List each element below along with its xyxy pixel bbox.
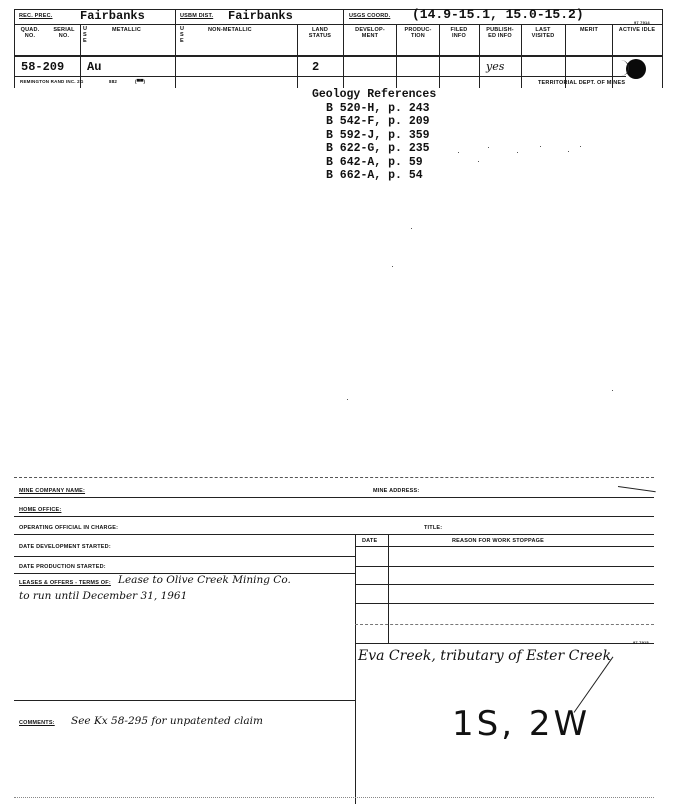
township-slash (574, 657, 614, 713)
usbm-dist-label: USBM DIST. (180, 13, 214, 19)
leases-line-2: to run until December 31, 1961 (19, 590, 188, 602)
col-quad-no: QUAD. NO. (20, 27, 40, 39)
scan-speck (488, 147, 489, 148)
column-header-border (14, 55, 662, 57)
scan-speck (517, 152, 518, 153)
date-row-2 (355, 584, 654, 585)
col-e-metallic: E (83, 38, 87, 44)
scan-speck (347, 399, 348, 400)
location-note: Eva Creek, tributary of Ester Creek (358, 648, 612, 664)
title-label: TITLE: (424, 525, 443, 531)
geology-ref: B 542-F, p. 209 (326, 115, 430, 128)
metallic-value: Au (87, 60, 102, 74)
col-last-visited: LAST VISITED (531, 27, 555, 39)
usgs-coord-value: (14.9-15.1, 15.0-15.2) (412, 7, 584, 22)
col-merit: MERIT (579, 27, 599, 33)
date-header-line (355, 546, 654, 547)
form-code-bottom: 97 7915 (633, 640, 649, 645)
date-col-label: DATE (362, 538, 378, 544)
printer-mark: (▀▀) (135, 79, 146, 84)
scan-speck (580, 146, 581, 147)
geology-ref: B 622-G, p. 235 (326, 142, 430, 155)
scan-speck (458, 152, 459, 153)
col-u-metallic: U (83, 26, 88, 32)
date-row-1 (355, 566, 654, 567)
scan-speck (540, 146, 541, 147)
operating-official-line (14, 534, 654, 535)
bottom-dashed-line (14, 797, 654, 798)
comments-top-line (14, 700, 355, 701)
date-dev-label: DATE DEVELOPMENT STARTED: (19, 544, 111, 550)
active-idle-marker (626, 59, 646, 79)
printer-label: REMINGTON RAND INC. 2G (20, 79, 84, 84)
usgs-coord-label: USGS COORD. (349, 13, 391, 19)
col-serial-no: SERIAL NO. (53, 27, 75, 39)
territorial-dept: TERRITORIAL DEPT. OF MINES (538, 80, 626, 86)
comments-value: See Kx 58-295 for unpatented claim (71, 715, 263, 727)
published-info-value: yes (486, 60, 505, 73)
scan-speck (568, 151, 569, 152)
home-office-line (14, 516, 654, 517)
col-land-status: LAND STATUS (308, 27, 332, 39)
reason-label: REASON FOR WORK STOPPAGE (452, 538, 544, 544)
geology-references (312, 88, 436, 183)
date-row-4 (355, 624, 654, 625)
date-row-5 (355, 643, 654, 644)
mine-company-label: MINE COMPANY NAME: (19, 488, 86, 494)
township-range: 1S, 2W (452, 704, 591, 744)
quad-serial-value: 58-209 (21, 60, 65, 74)
mine-address-slash (618, 486, 656, 492)
date-row-3 (355, 603, 654, 604)
geology-title: Geology References (312, 88, 437, 101)
land-status-value: 2 (312, 60, 320, 74)
usbm-dist-value: Fairbanks (228, 9, 293, 23)
mine-company-line (14, 497, 654, 498)
geology-ref: B 592-J, p. 359 (326, 128, 430, 142)
date-table-divider (388, 534, 389, 644)
mine-address-label: MINE ADDRESS: (373, 488, 420, 494)
scan-speck (411, 228, 412, 229)
col-s-metallic: S (83, 32, 87, 38)
printer-code: 882 (109, 79, 118, 84)
leases-label: LEASES & OFFERS - TERMS OF: (19, 580, 111, 586)
scan-speck (612, 390, 613, 391)
date-dev-line (14, 556, 355, 557)
col-nonmetallic: NON-METALLIC (208, 27, 252, 33)
date-prod-label: DATE PRODUCTION STARTED: (19, 564, 106, 570)
data-row-border (14, 76, 626, 77)
col-metallic: METALLIC (112, 27, 141, 33)
date-table-left (355, 534, 356, 804)
scan-speck (392, 266, 393, 267)
leases-line-1: Lease to Olive Creek Mining Co. (118, 574, 291, 586)
home-office-label: HOME OFFICE: (19, 507, 62, 513)
col-e-nonmetallic: E (180, 38, 184, 44)
comments-label: COMMENTS: (19, 720, 55, 726)
col-active-idle: ACTIVE IDLE (618, 27, 656, 33)
col-published-info: PUBLISH-ED INFO (486, 27, 514, 39)
rec-prec-value: Fairbanks (80, 9, 145, 23)
form-code-top: 97 7914 (634, 20, 650, 25)
rec-prec-label: REC. PREC. (19, 13, 53, 19)
geology-ref: B 642-A, p. 59 (326, 155, 423, 169)
scan-speck (478, 161, 479, 162)
col-filed-info: FILED INFO (450, 27, 468, 39)
lower-top-border (14, 477, 654, 478)
geology-ref: B 520-H, p. 243 (326, 101, 430, 115)
col-u-nonmetallic: U (180, 26, 185, 32)
col-production: PRODUC-TION (404, 27, 432, 39)
col-s-nonmetallic: S (180, 32, 184, 38)
col-divider-right (662, 9, 663, 88)
col-development: DEVELOP-MENT (355, 27, 385, 39)
operating-official-label: OPERATING OFFICIAL IN CHARGE: (19, 525, 119, 531)
geology-ref: B 662-A, p. 54 (326, 169, 423, 182)
